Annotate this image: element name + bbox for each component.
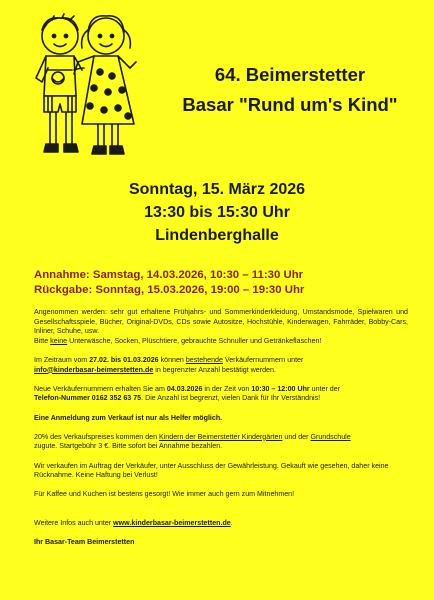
event-venue: Lindenberghalle xyxy=(155,227,279,244)
registration-dates: 27.02. bis 01.03.2026 xyxy=(89,355,159,364)
intake-return-times xyxy=(34,268,424,298)
accepted-items-paragraph: Angenommen werden: sehr gut erhaltene Frühjahrs- und Sommerkinderkleidung, Umstandsmode, Spielwaren und Gesellschaftsspiele, Bücher, Original-DVDs, CDs sowie Autositze, Hochstühle, Kinderwagen, Fahrräder, Bobby-Cars, Inliner, Schuhe, usw. Bitte keine Unterwäsche, Socken, Plüschtiere, gebrauchte Schnuller und Getränkeflaschen! xyxy=(34,308,408,345)
event-date: Sonntag, 15. März 2026 xyxy=(128,181,306,198)
event-time: 13:30 bis 15:30 Uhr xyxy=(144,204,290,221)
accepted-items: Angenommen werden: sehr gut erhaltene Frühjahrs- und Sommerkinderkleidung, Umstandsmode, Spielwaren und Gesellschaftsspiele, Bücher, Original-DVDs, CDs sowie Autositze, Hochstühle, Kinderwagen, Fahrräder, Bobby-Cars, Inliner, Schuhe, usw. xyxy=(34,308,408,336)
title-line-2: Basar "Rund um's Kind" xyxy=(182,94,398,115)
signature: Ihr Basar-Team Beimerstetten xyxy=(34,538,135,547)
return-time: Rückgabe: Sonntag, 15.03.2026, 19:00 – 19:30 Uhr xyxy=(34,284,305,296)
contact-email-link[interactable]: info@kinderbasar-beimerstetten.de xyxy=(34,365,154,374)
proceeds-paragraph: 20% des Verkaufspreises kommen den Kindern der Beimerstetter Kindergärten und der Grundschule zugute. Startgebühr 3 €. Bitte sofort bei Annahme bezahlen. xyxy=(34,432,351,451)
helper-note: Eine Anmeldung zum Verkauf ist nur als Helfer möglich. xyxy=(34,413,223,422)
new-sellers-date: 04.03.2026 xyxy=(166,384,203,393)
title-line-1: 64. Beimerstetter xyxy=(214,64,366,85)
website-link[interactable]: www.kinderbasar-beimerstetten.de xyxy=(113,518,231,527)
new-sellers-paragraph: Neue Verkäufernummern erhalten Sie am 04.03.2026 in der Zeit von 10:30 – 12:00 Uhr unter der Telefon-Nummer 0162 352 63 75. Die Anzahl ist begrenzt, vielen Dank für Ihr Verständnis! xyxy=(34,384,341,403)
not-accepted-emphasis: keine xyxy=(50,336,68,345)
existing-emphasis: bestehende xyxy=(185,355,223,364)
kindergarten-link[interactable]: Kindern der Beimerstetter Kindergärten xyxy=(159,432,283,441)
new-sellers-time: 10:30 – 12:00 Uhr xyxy=(251,384,310,393)
school-link[interactable]: Grundschule xyxy=(310,432,351,441)
registration-paragraph: Im Zeitraum vom 27.02. bis 01.03.2026 können bestehende Verkäufernummern unter info@kinderbasar-beimerstetten.de in begrenzter Anzahl bestätigt werden. xyxy=(34,355,304,374)
intake-time: Annahme: Samstag, 14.03.2026, 10:30 – 11:30 Uhr xyxy=(34,269,304,281)
not-accepted-items: Unterwäsche, Socken, Plüschtiere, gebrauchte Schnuller und Getränkeflaschen! xyxy=(67,336,322,345)
bazaar-title xyxy=(150,60,430,120)
terms-paragraph: Wir verkaufen im Auftrag der Verkäufer, unter Ausschluss der Gewährleistung. Gekauft wie gesehen, daher keine Rücknahme. Keine Haftung bei Verlust! xyxy=(34,461,389,480)
catering-paragraph: Für Kaffee und Kuchen ist bestens gesorgt! Wie immer auch gern zum Mitnehmen! xyxy=(34,490,295,499)
phone-number: Telefon-Nummer 0162 352 63 75 xyxy=(34,394,142,403)
event-details xyxy=(0,178,434,247)
more-info-paragraph: Weitere Infos auch unter www.kinderbasar-beimerstetten.de. xyxy=(34,518,233,527)
children-illustration xyxy=(18,6,146,162)
info-text xyxy=(34,308,408,557)
